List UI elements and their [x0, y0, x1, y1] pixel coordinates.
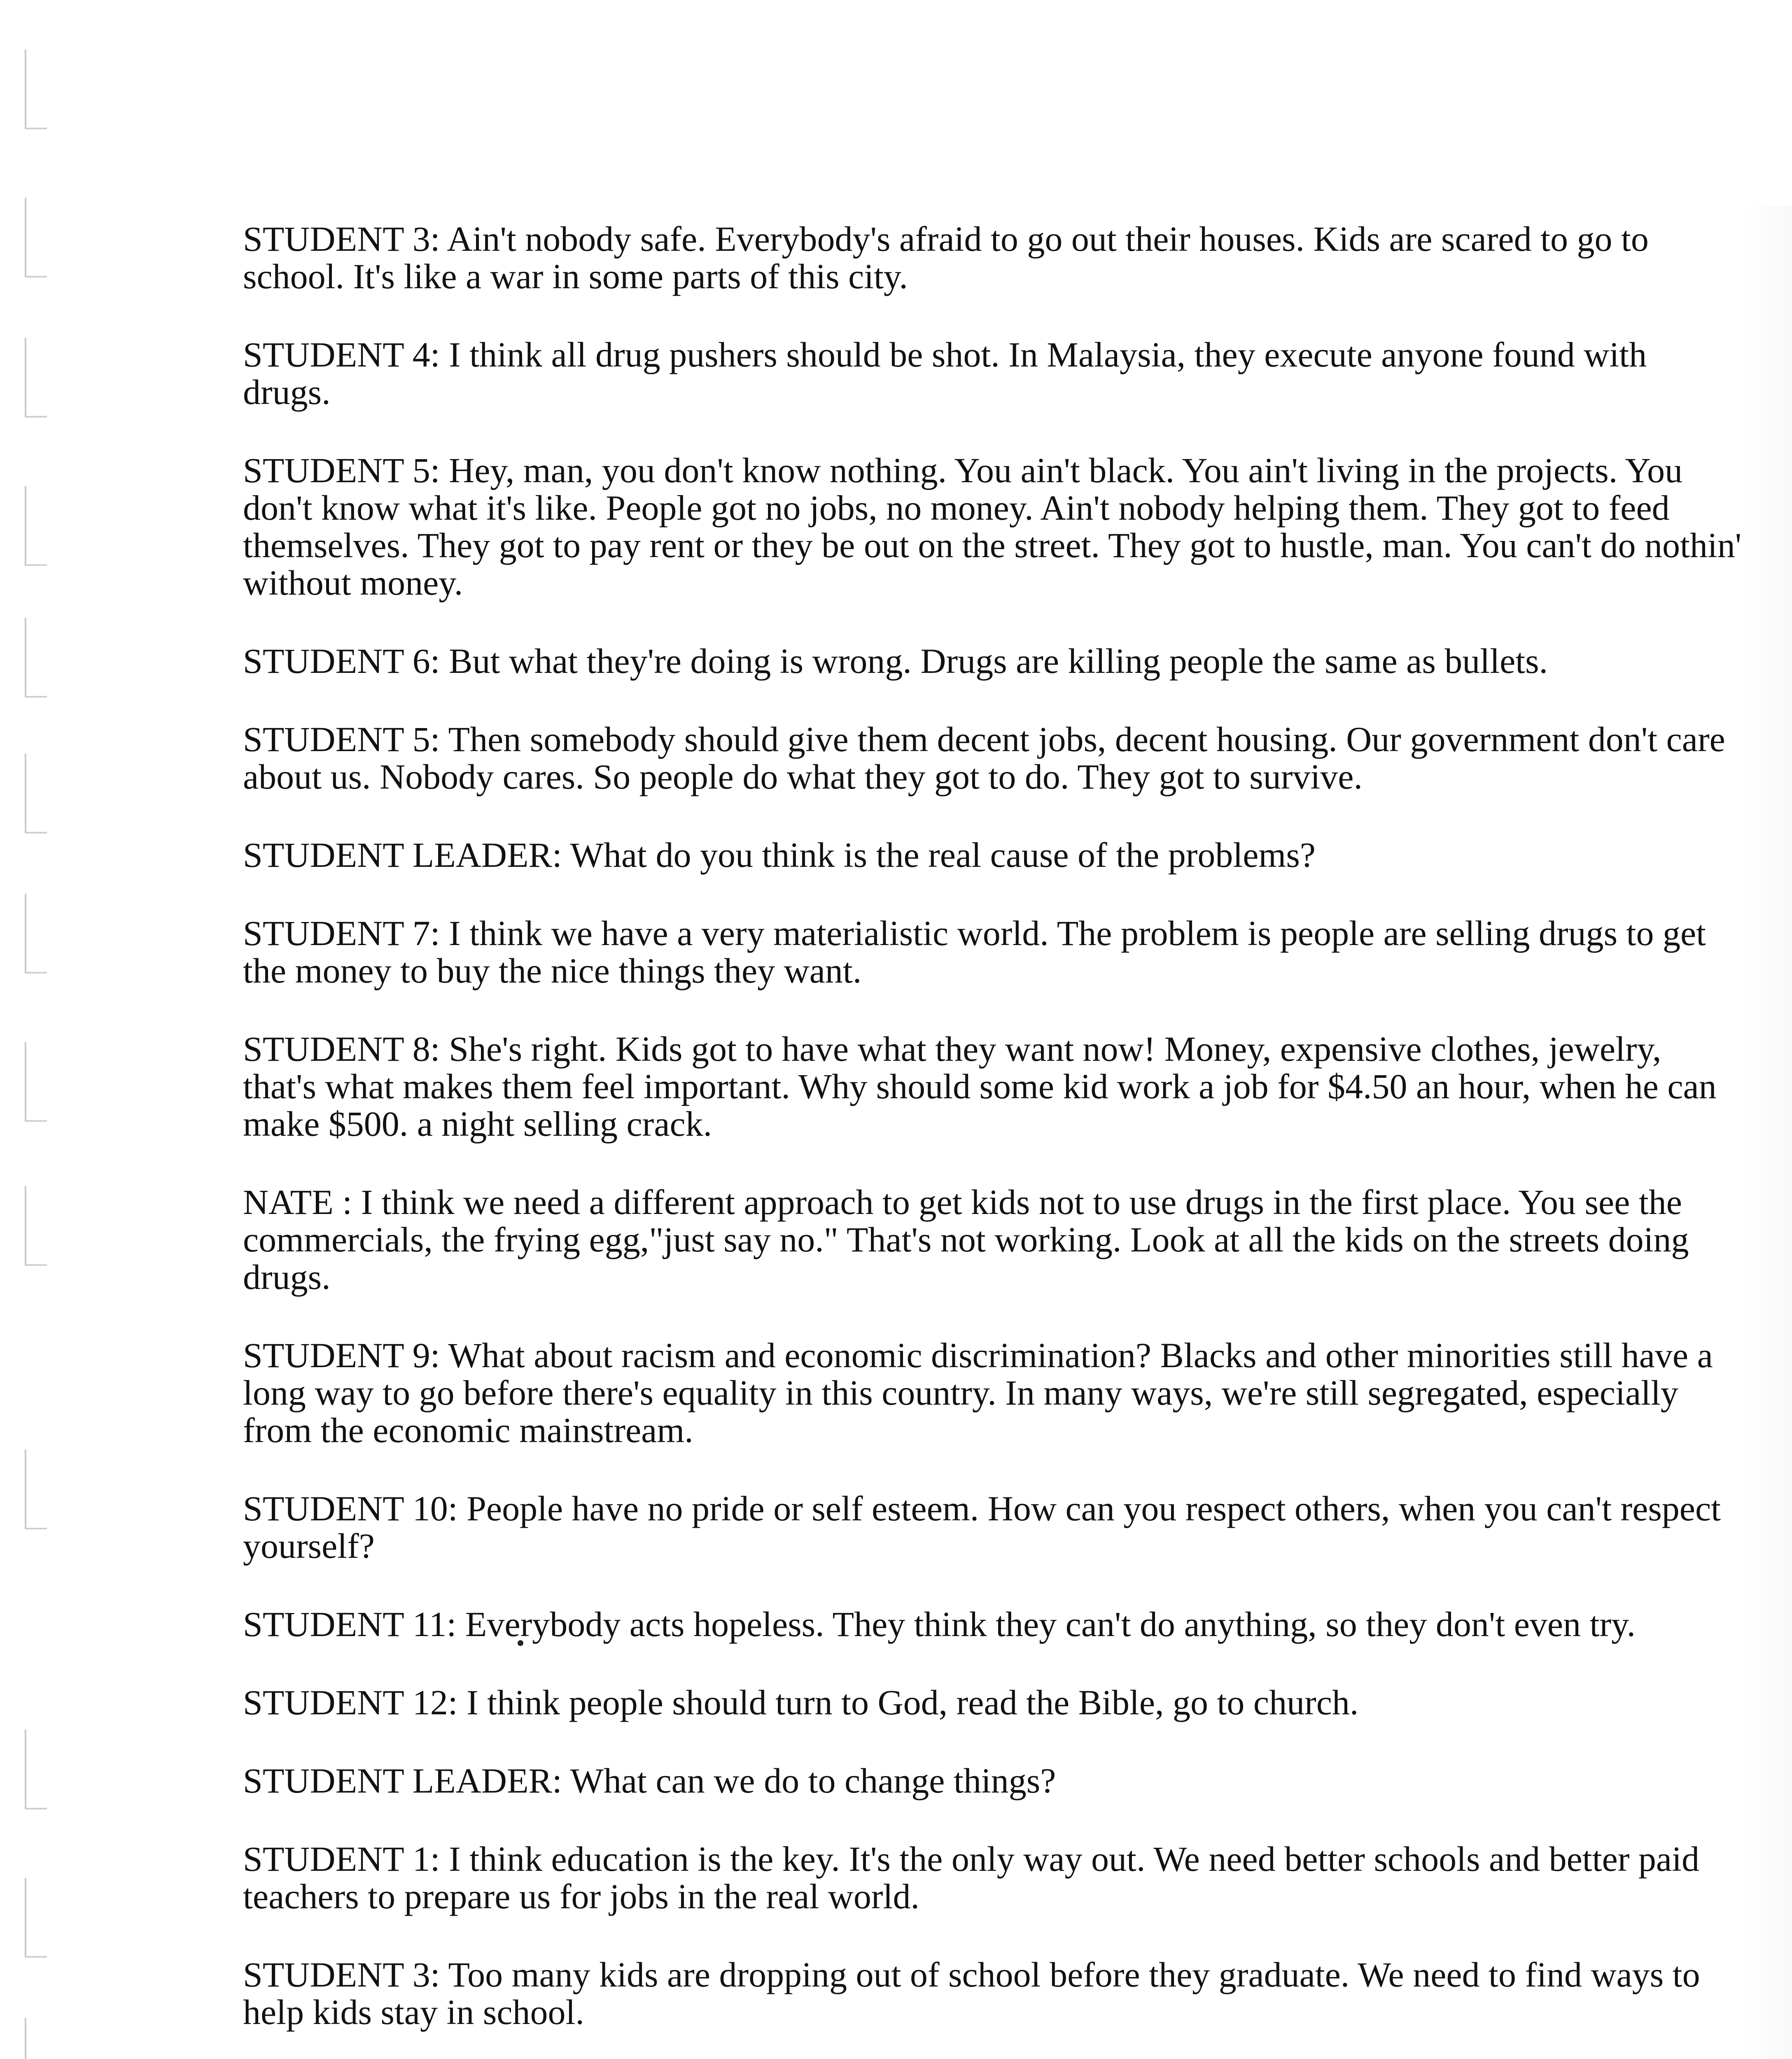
binding-mark [25, 894, 47, 973]
entry-text: She's right. Kids got to have what they want now! Money, expensive clothes, jewelry, that's what makes them feel important. Why should some kid work a job for $4.50 an hour, when he can make $500. a night selling crack. [243, 1029, 1717, 1144]
transcript-entry [243, 220, 1742, 295]
binding-mark [25, 486, 47, 566]
entry-text: I think all drug pushers should be shot. In Malaysia, they execute anyone found with drugs. [243, 335, 1647, 412]
speaker-label: STUDENT 4: [243, 335, 440, 374]
binding-mark [25, 1730, 47, 1809]
transcript-entry [243, 1184, 1742, 1296]
show-through-shadow [1743, 206, 1792, 2059]
speaker-label: NATE : [243, 1182, 352, 1222]
binding-mark [25, 49, 47, 129]
speaker-label: STUDENT 5: [243, 719, 440, 759]
entry-text: I think we have a very materialistic world. The problem is people are selling drugs to get the money to buy the nice things they want. [243, 913, 1706, 990]
speaker-label: STUDENT LEADER: [243, 1761, 562, 1800]
transcript-entry [243, 836, 1742, 874]
entry-text: Then somebody should give them decent jobs, decent housing. Our government don't care about us. Nobody cares. So people do what they got to do. They got to survive. [243, 719, 1725, 796]
transcript-entry [243, 1337, 1742, 1449]
entry-text: I think education is the key. It's the only way out. We need better schools and better paid teachers to prepare us for jobs in the real world. [243, 1839, 1699, 1916]
speaker-label: STUDENT 7: [243, 913, 440, 953]
entry-text: I think we need a different approach to get kids not to use drugs in the first place. You see the commercials, the frying egg,"just say no." That's not working. Look at all the kids on the streets doing drugs. [243, 1182, 1689, 1297]
binding-mark [25, 1186, 47, 1266]
binding-mark [25, 754, 47, 833]
speaker-label: STUDENT LEADER: [243, 835, 562, 875]
entry-text: Ain't nobody safe. Everybody's afraid to go out their houses. Kids are scared to go to school. It's like a war in some parts of this city. [243, 219, 1649, 296]
transcript-entry [243, 1030, 1742, 1143]
transcript-entry [243, 1762, 1742, 1800]
transcript-entry [243, 915, 1742, 990]
binding-mark [25, 1878, 47, 1958]
speaker-label: STUDENT 9: [243, 1335, 440, 1375]
transcript [243, 220, 1742, 2059]
speaker-label: STUDENT 8: [243, 1029, 440, 1069]
transcript-entry [243, 336, 1742, 411]
transcript-entry [243, 1606, 1742, 1643]
transcript-entry [243, 1684, 1742, 1721]
speaker-label: STUDENT 11: [243, 1604, 457, 1644]
speaker-label: STUDENT 3: [243, 1955, 440, 1994]
speaker-label: STUDENT 6: [243, 641, 440, 681]
binding-mark [25, 2018, 47, 2059]
entry-text: Too many kids are dropping out of school before they graduate. We need to find ways to help kids stay in school. [243, 1955, 1700, 2032]
transcript-entry [243, 1840, 1742, 1915]
transcript-entry [243, 1956, 1742, 2031]
transcript-entry [243, 452, 1742, 602]
binding-mark [25, 618, 47, 698]
speaker-label: STUDENT 5: [243, 451, 440, 490]
transcript-entry [243, 721, 1742, 796]
entry-text: People have no pride or self esteem. How can you respect others, when you can't respect yourself? [243, 1489, 1721, 1566]
transcript-entry [243, 1490, 1742, 1565]
entry-text: What can we do to change things? [570, 1761, 1056, 1800]
binding-mark [25, 338, 47, 418]
speaker-label: STUDENT 3: [243, 219, 440, 259]
speaker-label: STUDENT 1: [243, 1839, 440, 1879]
speaker-label: STUDENT 10: [243, 1489, 458, 1528]
entry-text: I think people should turn to God, read the Bible, go to church. [467, 1683, 1359, 1722]
transcript-entry [243, 642, 1742, 680]
entry-text: What do you think is the real cause of the problems? [570, 835, 1316, 875]
binding-mark [25, 1450, 47, 1529]
speaker-label: STUDENT 12: [243, 1683, 458, 1722]
binding-mark [25, 198, 47, 278]
entry-text: Hey, man, you don't know nothing. You ain't black. You ain't living in the projects. You don't know what it's like. People got no jobs, no money. Ain't nobody helping them. They got to feed themselves. They got to pay rent or they be out on the street. They got to hustle, man. You can't do nothin' without money. [243, 451, 1742, 602]
entry-text: What about racism and economic discrimination? Blacks and other minorities still have a long way to go before there's equality in this country. In many ways, we're still segregated, especially from the economic mainstream. [243, 1335, 1713, 1450]
entry-text: But what they're doing is wrong. Drugs are killing people the same as bullets. [449, 641, 1548, 681]
entry-text: Everybody acts hopeless. They think they can't do anything, so they don't even try. [465, 1604, 1636, 1644]
binding-mark [25, 1042, 47, 1122]
